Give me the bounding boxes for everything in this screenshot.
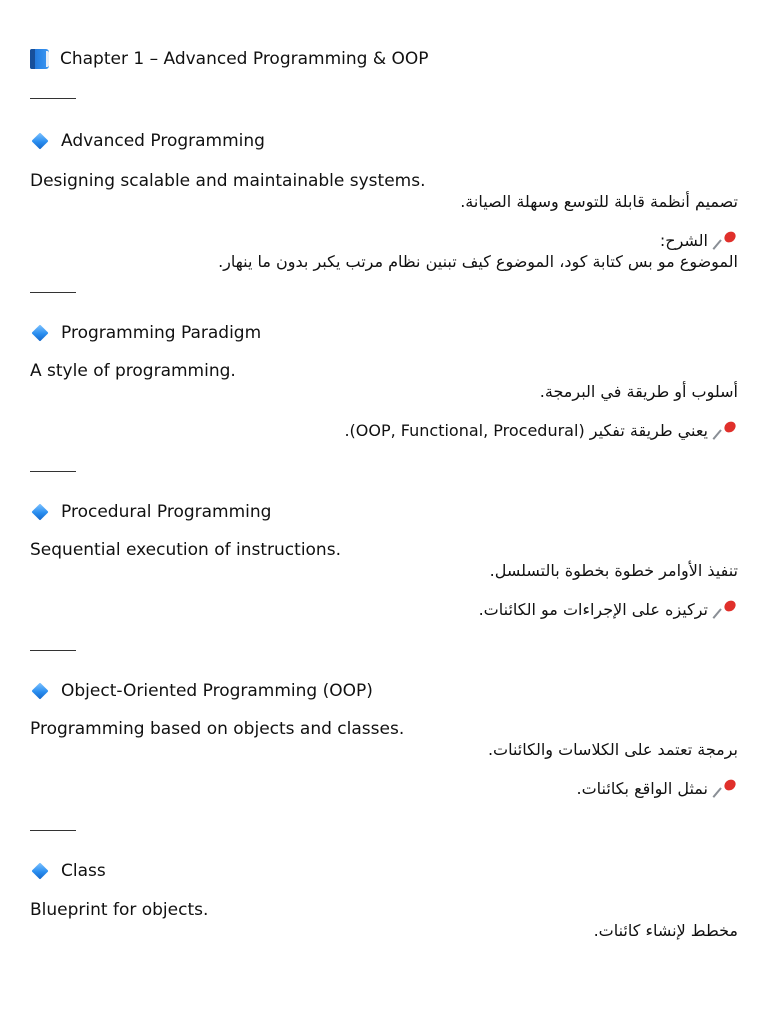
blue-diamond-icon [30,681,50,701]
english-definition: Designing scalable and maintainable systems. [30,171,426,191]
section-title: Procedural Programming [61,502,272,522]
pushpin-icon [716,599,738,621]
section-heading [30,500,738,524]
pushpin-icon [716,230,738,252]
section-heading [30,129,738,153]
note-line [30,230,738,252]
arabic-translation: أسلوب أو طريقة في البرمجة. [539,382,738,401]
note-text: نمثل الواقع بكائنات. [576,779,708,798]
arabic-translation: برمجة تعتمد على الكلاسات والكائنات. [487,740,738,759]
divider [30,650,76,651]
note-line [30,778,738,800]
section-heading [30,679,738,703]
chapter-heading [30,47,738,71]
divider [30,830,76,831]
section-title: Class [61,861,106,881]
english-definition: A style of programming. [30,361,236,381]
divider [30,292,76,293]
divider [30,98,76,99]
note-line [30,420,738,442]
note-label: الشرح: [659,231,708,250]
arabic-translation: تنفيذ الأوامر خطوة بخطوة بالتسلسل. [489,561,738,580]
blue-diamond-icon [30,323,50,343]
note-detail: الموضوع مو بس كتابة كود، الموضوع كيف تبنين نظام مرتب يكبر بدون ما ينهار. [218,252,738,271]
note-text: تركيزه على الإجراءات مو الكائنات. [478,600,708,619]
english-definition: Blueprint for objects. [30,900,209,920]
english-definition: Programming based on objects and classes. [30,719,405,739]
note-text: يعني طريقة تفكير (OOP, Functional, Procedural). [344,421,708,440]
blue-diamond-icon [30,502,50,522]
section-title: Advanced Programming [61,131,265,151]
arabic-translation: تصميم أنظمة قابلة للتوسع وسهلة الصيانة. [460,192,738,211]
section-title: Programming Paradigm [61,323,262,343]
note-line [30,599,738,621]
english-definition: Sequential execution of instructions. [30,540,341,560]
arabic-translation: مخطط لإنشاء كائنات. [593,921,738,940]
section-heading [30,321,738,345]
section-heading [30,859,738,883]
blue-diamond-icon [30,861,50,881]
divider [30,471,76,472]
pushpin-icon [716,420,738,442]
chapter-title: Chapter 1 – Advanced Programming & OOP [60,49,429,69]
section-title: Object-Oriented Programming (OOP) [61,681,373,701]
pushpin-icon [716,778,738,800]
blue-book-icon [30,49,49,69]
note-document [30,47,738,941]
blue-diamond-icon [30,131,50,151]
